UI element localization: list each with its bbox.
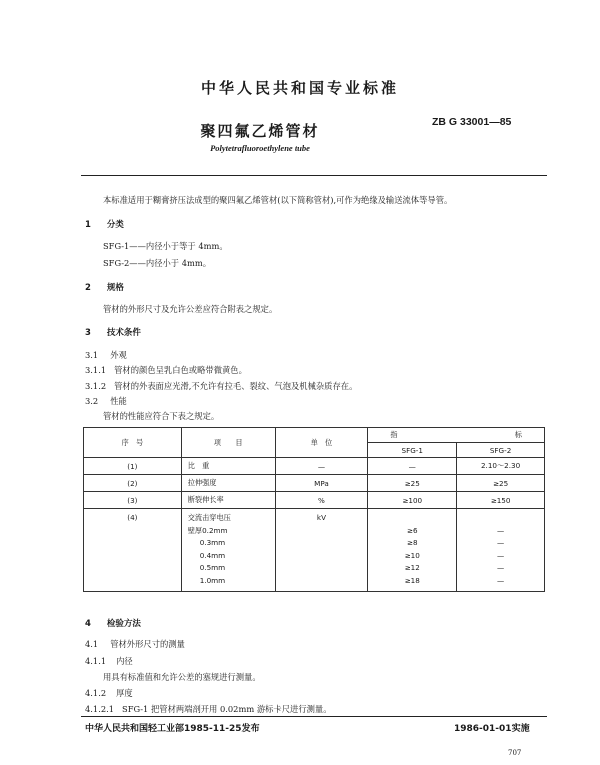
header-sfg1: SFG-1 (368, 443, 457, 458)
english-title: Polytetrafluoroethylene tube (210, 143, 310, 153)
section-number: 3.1 (85, 350, 99, 360)
row-sfg1: ≥100 (368, 492, 457, 509)
document-code: ZB G 33001—85 (432, 116, 512, 128)
standard-title: 中华人民共和国专业标准 (200, 79, 399, 97)
section-number: 4.1.2.1 (85, 704, 115, 714)
section-3-1-heading (85, 349, 127, 361)
row-seq: (2) (84, 475, 182, 492)
section-3-1-1 (85, 364, 247, 376)
section-title: 分类 (106, 220, 124, 230)
section-4-heading (85, 617, 141, 629)
section-3-1-2 (85, 380, 357, 392)
section-3-2-heading (85, 395, 127, 407)
section-3-2-text: 管材的性能应符合下表之规定。 (103, 411, 220, 421)
thickness-label: 0.3mm (199, 538, 226, 547)
page-number: 707 (508, 749, 522, 757)
section-number: 4 (85, 619, 91, 629)
table-row (84, 458, 545, 475)
section-4-1-heading (85, 638, 185, 650)
table-row (84, 492, 545, 509)
document-title: 聚四氟乙烯管材 (200, 122, 320, 140)
row-sfg2-breakdown (457, 509, 545, 592)
row-sfg1: ≥25 (368, 475, 457, 492)
row-unit: % (275, 492, 368, 509)
class-sfg1: SFG-1——内径小于等于 4mm。 (103, 241, 228, 251)
row-sfg2: ≥25 (457, 475, 545, 492)
class-sfg2: SFG-2——内径小于 4mm。 (103, 258, 212, 268)
effective-notice: 1986-01-01实施 (454, 724, 530, 734)
thickness-label: 壁厚0.2mm (187, 525, 228, 535)
table-row (84, 475, 545, 492)
section-title: 内径 (116, 656, 133, 666)
table-row-breakdown (84, 509, 545, 592)
sfg1-value: ≥6 (406, 525, 418, 535)
sfg1-value: ≥10 (404, 550, 420, 560)
row-item: 拉伸强度 (181, 475, 275, 492)
row-unit: kV (275, 509, 368, 592)
header-unit: 单 位 (275, 428, 368, 458)
header-sfg2: SFG-2 (457, 443, 545, 458)
section-number: 3 (85, 328, 91, 338)
section-title: 管材外形尺寸的测量 (110, 639, 185, 649)
sfg2-value: — (496, 538, 505, 547)
row-sfg1: — (368, 458, 457, 475)
section-number: 3.2 (85, 396, 99, 406)
sfg1-value: ≥8 (406, 538, 418, 547)
header-index-char1: 指 (390, 430, 398, 439)
section-number: 3.1.2 (85, 381, 107, 391)
section-1-heading (85, 218, 124, 230)
section-number: 4.1.1 (85, 656, 107, 666)
properties-table (83, 427, 545, 592)
row-sfg2: 2.10～2.30 (457, 458, 545, 475)
sfg2-value: — (496, 525, 505, 535)
section-3-heading (85, 326, 141, 338)
row-sfg1-breakdown (368, 509, 457, 592)
row-item: 断裂伸长率 (181, 492, 275, 509)
intro-paragraph: 本标准适用于糊膏挤压法成型的聚四氟乙烯管材(以下简称管材),可作为绝缘及输送流体等导管。 (103, 195, 453, 205)
table-header-row (84, 428, 545, 443)
section-text: 管材的外表面应光滑,不允许有拉毛、裂纹、气泡及机械杂质存在。 (114, 381, 358, 391)
section-4-1-2-heading (85, 687, 133, 699)
section-2-heading (85, 281, 124, 293)
section-4-1-2-1 (85, 703, 332, 715)
header-index-char2: 标 (514, 430, 522, 439)
sfg2-value: — (496, 575, 505, 585)
row-seq: (3) (84, 492, 182, 509)
sfg1-value: ≥18 (404, 575, 420, 585)
section-title: 技术条件 (106, 328, 141, 338)
section-4-1-1-text: 用具有标准值和允许公差的塞规进行测量。 (103, 672, 261, 682)
section-2-text: 管材的外形尺寸及允许公差应符合附表之规定。 (103, 304, 278, 314)
header-index (368, 428, 545, 443)
section-text: SFG-1 把管材两端剖开用 0.02mm 游标卡尺进行测量。 (122, 704, 332, 714)
row-item: 比 重 (181, 458, 275, 475)
sfg2-value: — (496, 550, 505, 560)
section-number: 1 (85, 220, 91, 230)
thickness-label: 0.5mm (199, 563, 226, 572)
section-title: 外观 (110, 350, 127, 360)
section-4-1-1-heading (85, 655, 133, 667)
thickness-label: 1.0mm (199, 575, 226, 585)
row-item-breakdown (181, 509, 275, 592)
row-unit: MPa (275, 475, 368, 492)
sfg2-value: — (496, 563, 505, 572)
section-title: 性能 (110, 396, 127, 406)
thickness-label: 0.4mm (199, 550, 226, 560)
row-sfg2: ≥150 (457, 492, 545, 509)
header-item: 项 目 (181, 428, 275, 458)
section-number: 3.1.1 (85, 365, 107, 375)
sfg1-value: ≥12 (404, 563, 420, 572)
issue-notice: 中华人民共和国轻工业部1985-11-25发布 (85, 724, 260, 734)
section-text: 管材的颜色呈乳白色或略带微黄色。 (114, 365, 247, 375)
footer-rule (81, 716, 547, 717)
section-number: 4.1.2 (85, 688, 107, 698)
row-item: 交流击穿电压 (187, 513, 231, 522)
row-seq: (1) (84, 458, 182, 475)
section-number: 2 (85, 283, 91, 293)
row-unit: — (275, 458, 368, 475)
section-title: 检验方法 (106, 619, 141, 629)
header-seq: 序 号 (84, 428, 182, 458)
section-title: 规格 (106, 283, 124, 293)
row-seq: (4) (84, 509, 182, 592)
section-number: 4.1 (85, 639, 99, 649)
header-rule (81, 175, 547, 176)
section-title: 厚度 (116, 688, 133, 698)
